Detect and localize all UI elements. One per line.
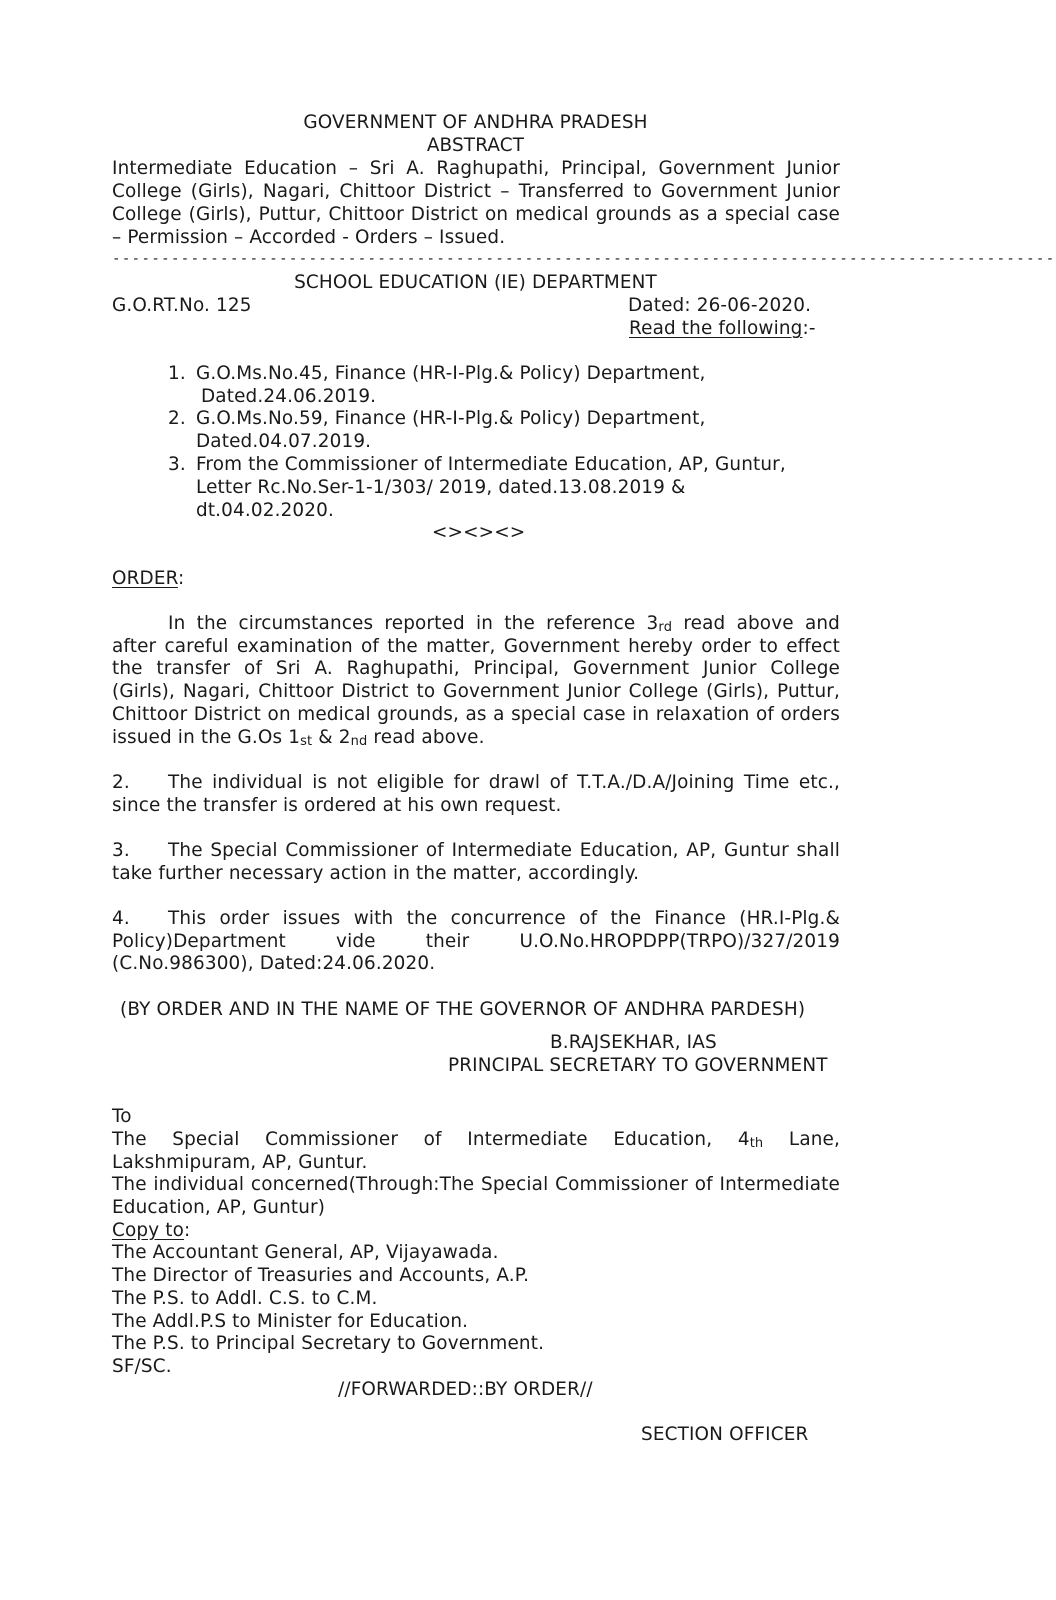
section-officer: SECTION OFFICER: [641, 1424, 809, 1445]
order-para1-line: issued in the G.Os 1st & 2nd read above.: [112, 727, 485, 749]
signatory-designation: PRINCIPAL SECRETARY TO GOVERNMENT: [448, 1055, 828, 1076]
abstract-heading: ABSTRACT: [426, 135, 525, 156]
go-number: G.O.RT.No. 125: [112, 295, 252, 316]
separator-line: ------------------------------------------------------------------------------------------------: [112, 251, 1056, 267]
order-para1-line: Chittoor District on medical grounds, as a special case in relaxation of orders: [112, 704, 840, 725]
recipient-line: Education, AP, Guntur): [112, 1197, 326, 1218]
paragraph-number: 4.: [112, 908, 130, 929]
order-para4-line: This order issues with the concurrence of the Finance (HR.I-Plg.&: [168, 908, 840, 929]
signatory-name: B.RAJSEKHAR, IAS: [550, 1032, 717, 1053]
reference-number: 2.: [168, 408, 186, 429]
copy-recipient: The Accountant General, AP, Vijayawada.: [112, 1242, 499, 1263]
copy-to-label: Copy to:: [112, 1220, 191, 1241]
order-para1-line: In the circumstances reported in the reference 3rd read above and: [168, 613, 840, 635]
order-label: ORDER:: [112, 568, 185, 589]
order-para1-line: (Girls), Nagari, Chittoor District to Government Junior College (Girls), Puttur,: [112, 681, 840, 702]
forwarded-line: //FORWARDED::BY ORDER//: [338, 1379, 593, 1400]
government-heading: GOVERNMENT OF ANDHRA PRADESH: [303, 112, 648, 133]
by-order-line: (BY ORDER AND IN THE NAME OF THE GOVERNOR OF ANDHRA PARDESH): [120, 999, 806, 1020]
copy-recipient: The Director of Treasuries and Accounts, A.P.: [112, 1265, 530, 1286]
order-para3-line: take further necessary action in the matter, accordingly.: [112, 863, 640, 884]
order-para4-line: [112, 930, 840, 953]
order-para4-word: U.O.No.HROPDPP(TRPO)/327/2019: [519, 931, 840, 952]
recipient-line: Lakshmipuram, AP, Guntur.: [112, 1152, 368, 1173]
reference-item: From the Commissioner of Intermediate Education, AP, Guntur,: [196, 454, 786, 475]
subject-line: College (Girls), Nagari, Chittoor District – Transferred to Government Junior: [112, 181, 840, 202]
order-para3-line: The Special Commissioner of Intermediate Education, AP, Guntur shall: [168, 840, 840, 861]
order-para4-word: vide: [336, 931, 376, 952]
subject-line: Intermediate Education – Sri A. Raghupathi, Principal, Government Junior: [112, 158, 840, 179]
subject-line: College (Girls), Puttur, Chittoor District on medical grounds as a special case: [112, 204, 840, 225]
order-para1-line: after careful examination of the matter, Government hereby order to effect: [112, 636, 840, 657]
reference-item: G.O.Ms.No.59, Finance (HR-I-Plg.& Policy) Department,: [196, 408, 706, 429]
reference-item: Dated.24.06.2019.: [201, 386, 377, 407]
divider-mark: <><><>: [432, 522, 526, 543]
reference-item: Dated.04.07.2019.: [196, 431, 372, 452]
order-para1-line: the transfer of Sri A. Raghupathi, Principal, Government Junior College: [112, 658, 840, 679]
reference-number: 1.: [168, 363, 186, 384]
reference-number: 3.: [168, 454, 186, 475]
order-para2-line: The individual is not eligible for drawl of T.T.A./D.A/Joining Time etc.,: [168, 772, 840, 793]
copy-recipient: The P.S. to Addl. C.S. to C.M.: [112, 1288, 378, 1309]
order-para4-line: (C.No.986300), Dated:24.06.2020.: [112, 953, 436, 974]
paragraph-number: 2.: [112, 772, 130, 793]
order-para4-word: their: [425, 931, 470, 952]
to-label: To: [112, 1106, 132, 1127]
reference-item: Letter Rc.No.Ser-1-1/303/ 2019, dated.13.08.2019 &: [196, 477, 686, 498]
department-heading: SCHOOL EDUCATION (IE) DEPARTMENT: [294, 272, 657, 293]
read-following: Read the following:-: [629, 318, 816, 339]
order-para4-word: Policy)Department: [112, 931, 286, 952]
recipient-line: The individual concerned(Through:The Special Commissioner of Intermediate: [112, 1174, 840, 1195]
copy-recipient: SF/SC.: [112, 1356, 172, 1377]
reference-item: G.O.Ms.No.45, Finance (HR-I-Plg.& Policy) Department,: [196, 363, 706, 384]
go-date: Dated: 26-06-2020.: [628, 295, 812, 316]
paragraph-number: 3.: [112, 840, 130, 861]
copy-recipient: The Addl.P.S to Minister for Education.: [112, 1311, 469, 1332]
copy-recipient: The P.S. to Principal Secretary to Government.: [112, 1333, 545, 1354]
reference-item: dt.04.02.2020.: [196, 500, 334, 521]
subject-line: – Permission – Accorded - Orders – Issued.: [112, 227, 506, 248]
recipient-line: The Special Commissioner of Intermediate Education, 4th Lane,: [112, 1129, 841, 1151]
order-para2-line: since the transfer is ordered at his own request.: [112, 795, 562, 816]
